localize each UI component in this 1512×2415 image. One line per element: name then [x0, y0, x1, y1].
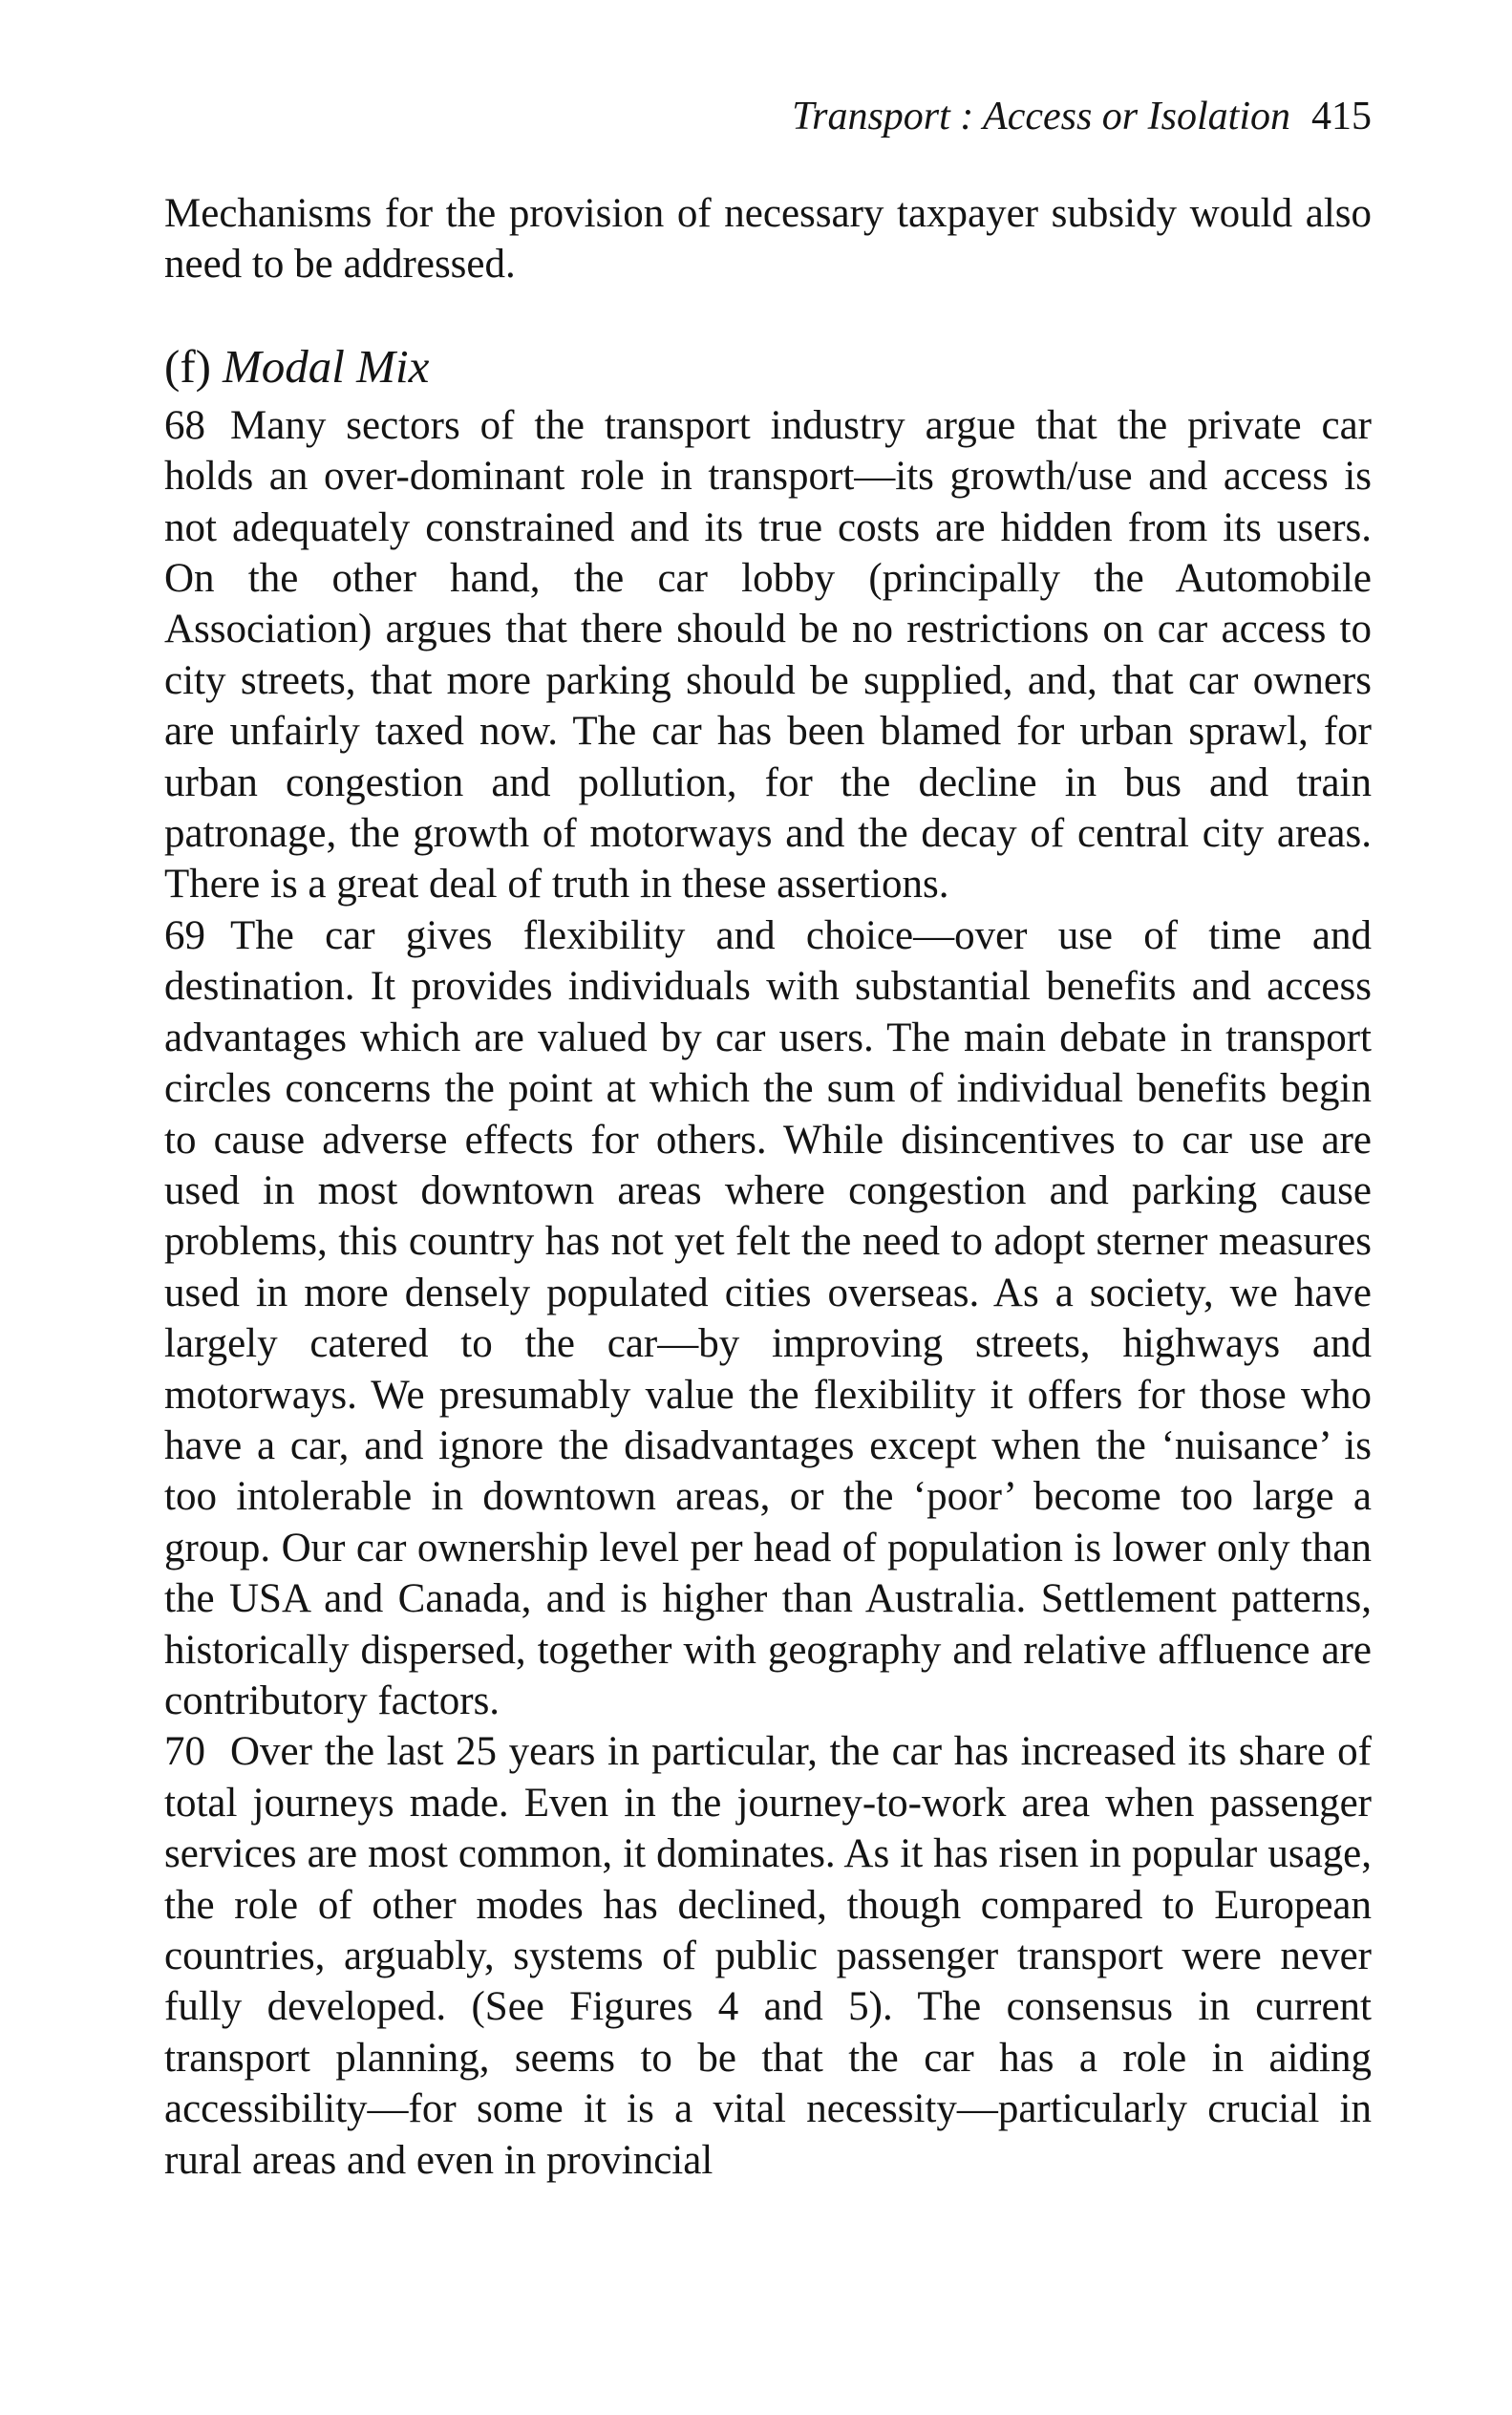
paragraph-number: 70 — [164, 1729, 205, 1775]
page-number: 415 — [1311, 95, 1372, 139]
paragraph-number: 69 — [164, 912, 205, 958]
running-head-title: Transport : Access or Isolation — [792, 95, 1290, 139]
section-letter: (f) — [164, 339, 211, 393]
paragraph-68 — [164, 400, 1372, 910]
running-head — [164, 96, 1372, 137]
paragraph-number: 68 — [164, 402, 205, 448]
paragraph-text: Many sectors of the transport industry argue that the private car holds an over-dominant role in transport—its growth/use and access is not adequately constrained and its true costs are hidden from its users. On the other hand, the car lobby (principally the Automobile Association) argues that there should be no restrictions on car access to city streets, that more parking should be supplied, and, that car owners are unfairly taxed now. The car has been blamed for urban sprawl, for urban congestion and pollution, for the decline in bus and train patronage, the growth of motorways and the decay of central city areas. There is a great deal of truth in these assertions. — [164, 402, 1372, 908]
paragraph-text: The car gives flexibility and choice—over use of time and destination. It provides individuals with substantial benefits and access advantages which are valued by car users. The main debate in transport circles concerns the point at which the sum of individual benefits begin to cause adverse effects for others. While disincentives to car use are used in most downtown areas where congestion and parking cause problems, this country has not yet felt the need to adopt sterner measures used in more densely populated cities overseas. As a society, we have largely catered to the car—by improving streets, highways and motorways. We presumably value the flexibility it offers for those who have a car, and ignore the disadvantages except when the ‘nuisance’ is too intolerable in downtown areas, or the ‘poor’ become too large a group. Our car ownership level per head of population is lower only than the USA and Canada, and is higher than Australia. Settlement patterns, historically dispersed, together with geography and relative affluence are contributory factors. — [164, 912, 1372, 1723]
paragraph-69 — [164, 910, 1372, 1727]
intro-paragraph: Mechanisms for the provision of necessary taxpayer subsidy would also need to be addressed. — [164, 191, 1372, 288]
paragraph-text: Over the last 25 years in particular, the car has increased its share of total journeys made. Even in the journey-to-work area when passenger services are most common, it dominates. As it has risen in popular usage, the role of other modes has declined, though compared to European countries, arguably, systems of public passenger transport were never fully developed. (See Figures 4 and 5). The consensus in current transport planning, seems to be that the car has a role in aiding accessibility—for some it is a vital necessity—particularly crucial in rural areas and even in provincial — [164, 1729, 1372, 2183]
section-title: Modal Mix — [222, 339, 430, 393]
body-text — [164, 188, 1372, 2186]
paragraph-70 — [164, 1726, 1372, 2186]
section-heading — [164, 338, 1372, 395]
